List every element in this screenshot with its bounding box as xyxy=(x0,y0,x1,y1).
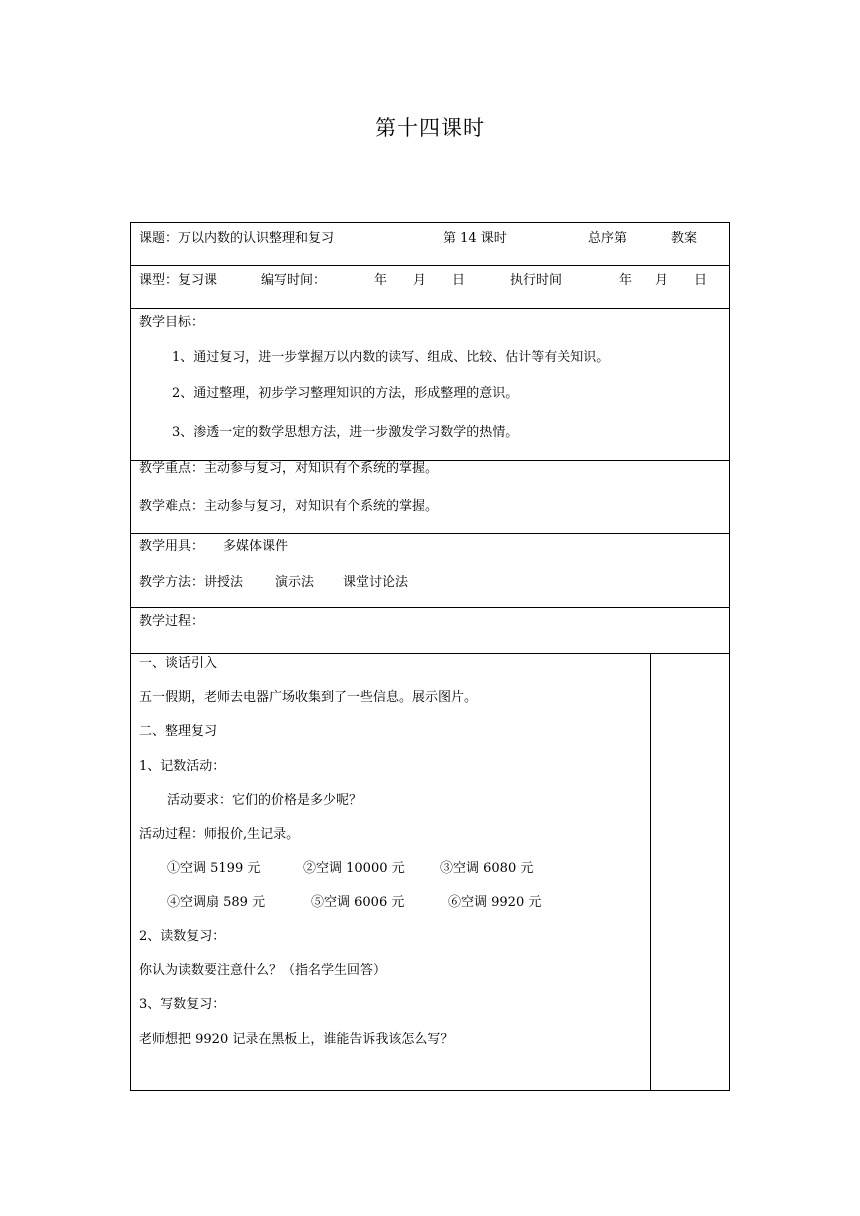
write-day: 日 xyxy=(452,273,466,288)
goals-label: 教学目标： xyxy=(139,315,205,330)
price-item: ②空调 10000 元 xyxy=(303,861,405,876)
exec-day: 日 xyxy=(694,273,708,288)
type-cell: 课型：复习课 xyxy=(139,273,218,288)
tools-label: 教学用具： xyxy=(139,539,205,554)
process-text: 老师想把 9920 记录在黑板上，谁能告诉我该怎么写？ xyxy=(139,1032,454,1047)
difficult-point: 教学难点：主动参与复习，对知识有个系统的掌握。 xyxy=(139,499,439,514)
plan-cell: 教案 xyxy=(671,231,698,246)
activity-requirement: 活动要求：它们的价格是多少呢？ xyxy=(167,793,363,808)
row-divider xyxy=(131,533,729,534)
column-divider xyxy=(650,653,651,1090)
goal-item: 2、通过整理，初步学习整理知识的方法，形成整理的意识。 xyxy=(172,386,519,401)
process-label: 教学过程： xyxy=(139,614,205,629)
activity-process: 活动过程：师报价,生记录。 xyxy=(139,827,300,842)
price-item: ③空调 6080 元 xyxy=(440,861,534,876)
section-heading: 二、整理复习 xyxy=(139,724,218,739)
exec-time-label: 执行时间 xyxy=(510,273,563,288)
goal-item: 3、渗透一定的数学思想方法，进一步激发学习数学的热情。 xyxy=(172,425,519,440)
write-month: 月 xyxy=(413,273,427,288)
price-item: ⑥空调 9920 元 xyxy=(448,895,542,910)
row-divider xyxy=(131,265,729,266)
sequence-cell: 总序第 xyxy=(588,231,628,246)
topic-cell: 课题：万以内数的认识整理和复习 xyxy=(139,231,335,246)
method-discussion: 课堂讨论法 xyxy=(343,575,409,590)
row-divider xyxy=(131,607,729,608)
period-cell: 第 14 课时 xyxy=(443,231,507,246)
methods-label: 教学方法：讲授法 xyxy=(139,575,244,590)
method-demo: 演示法 xyxy=(275,575,315,590)
key-point: 教学重点：主动参与复习，对知识有个系统的掌握。 xyxy=(139,461,439,476)
row-divider xyxy=(131,653,729,654)
page-title: 第十四课时 xyxy=(375,116,485,140)
exec-year: 年 xyxy=(619,273,633,288)
price-item: ⑤空调 6006 元 xyxy=(311,895,405,910)
activity-heading: 3、写数复习： xyxy=(139,997,226,1012)
write-year: 年 xyxy=(374,273,388,288)
tools-value: 多媒体课件 xyxy=(223,539,289,554)
write-time-label: 编写时间： xyxy=(261,273,327,288)
activity-heading: 2、读数复习： xyxy=(139,929,226,944)
process-text: 五一假期，老师去电器广场收集到了一些信息。展示图片。 xyxy=(139,690,478,705)
exec-month: 月 xyxy=(655,273,669,288)
lesson-plan-table xyxy=(130,222,730,1091)
price-item: ④空调扇 589 元 xyxy=(167,895,266,910)
activity-heading: 1、记数活动： xyxy=(139,759,226,774)
row-divider xyxy=(131,308,729,309)
price-item: ①空调 5199 元 xyxy=(167,861,261,876)
goal-item: 1、通过复习，进一步掌握万以内数的读写、组成、比较、估计等有关知识。 xyxy=(172,350,610,365)
section-heading: 一、谈话引入 xyxy=(139,656,218,671)
process-text: 你认为读数要注意什么？（指名学生回答） xyxy=(139,963,387,978)
